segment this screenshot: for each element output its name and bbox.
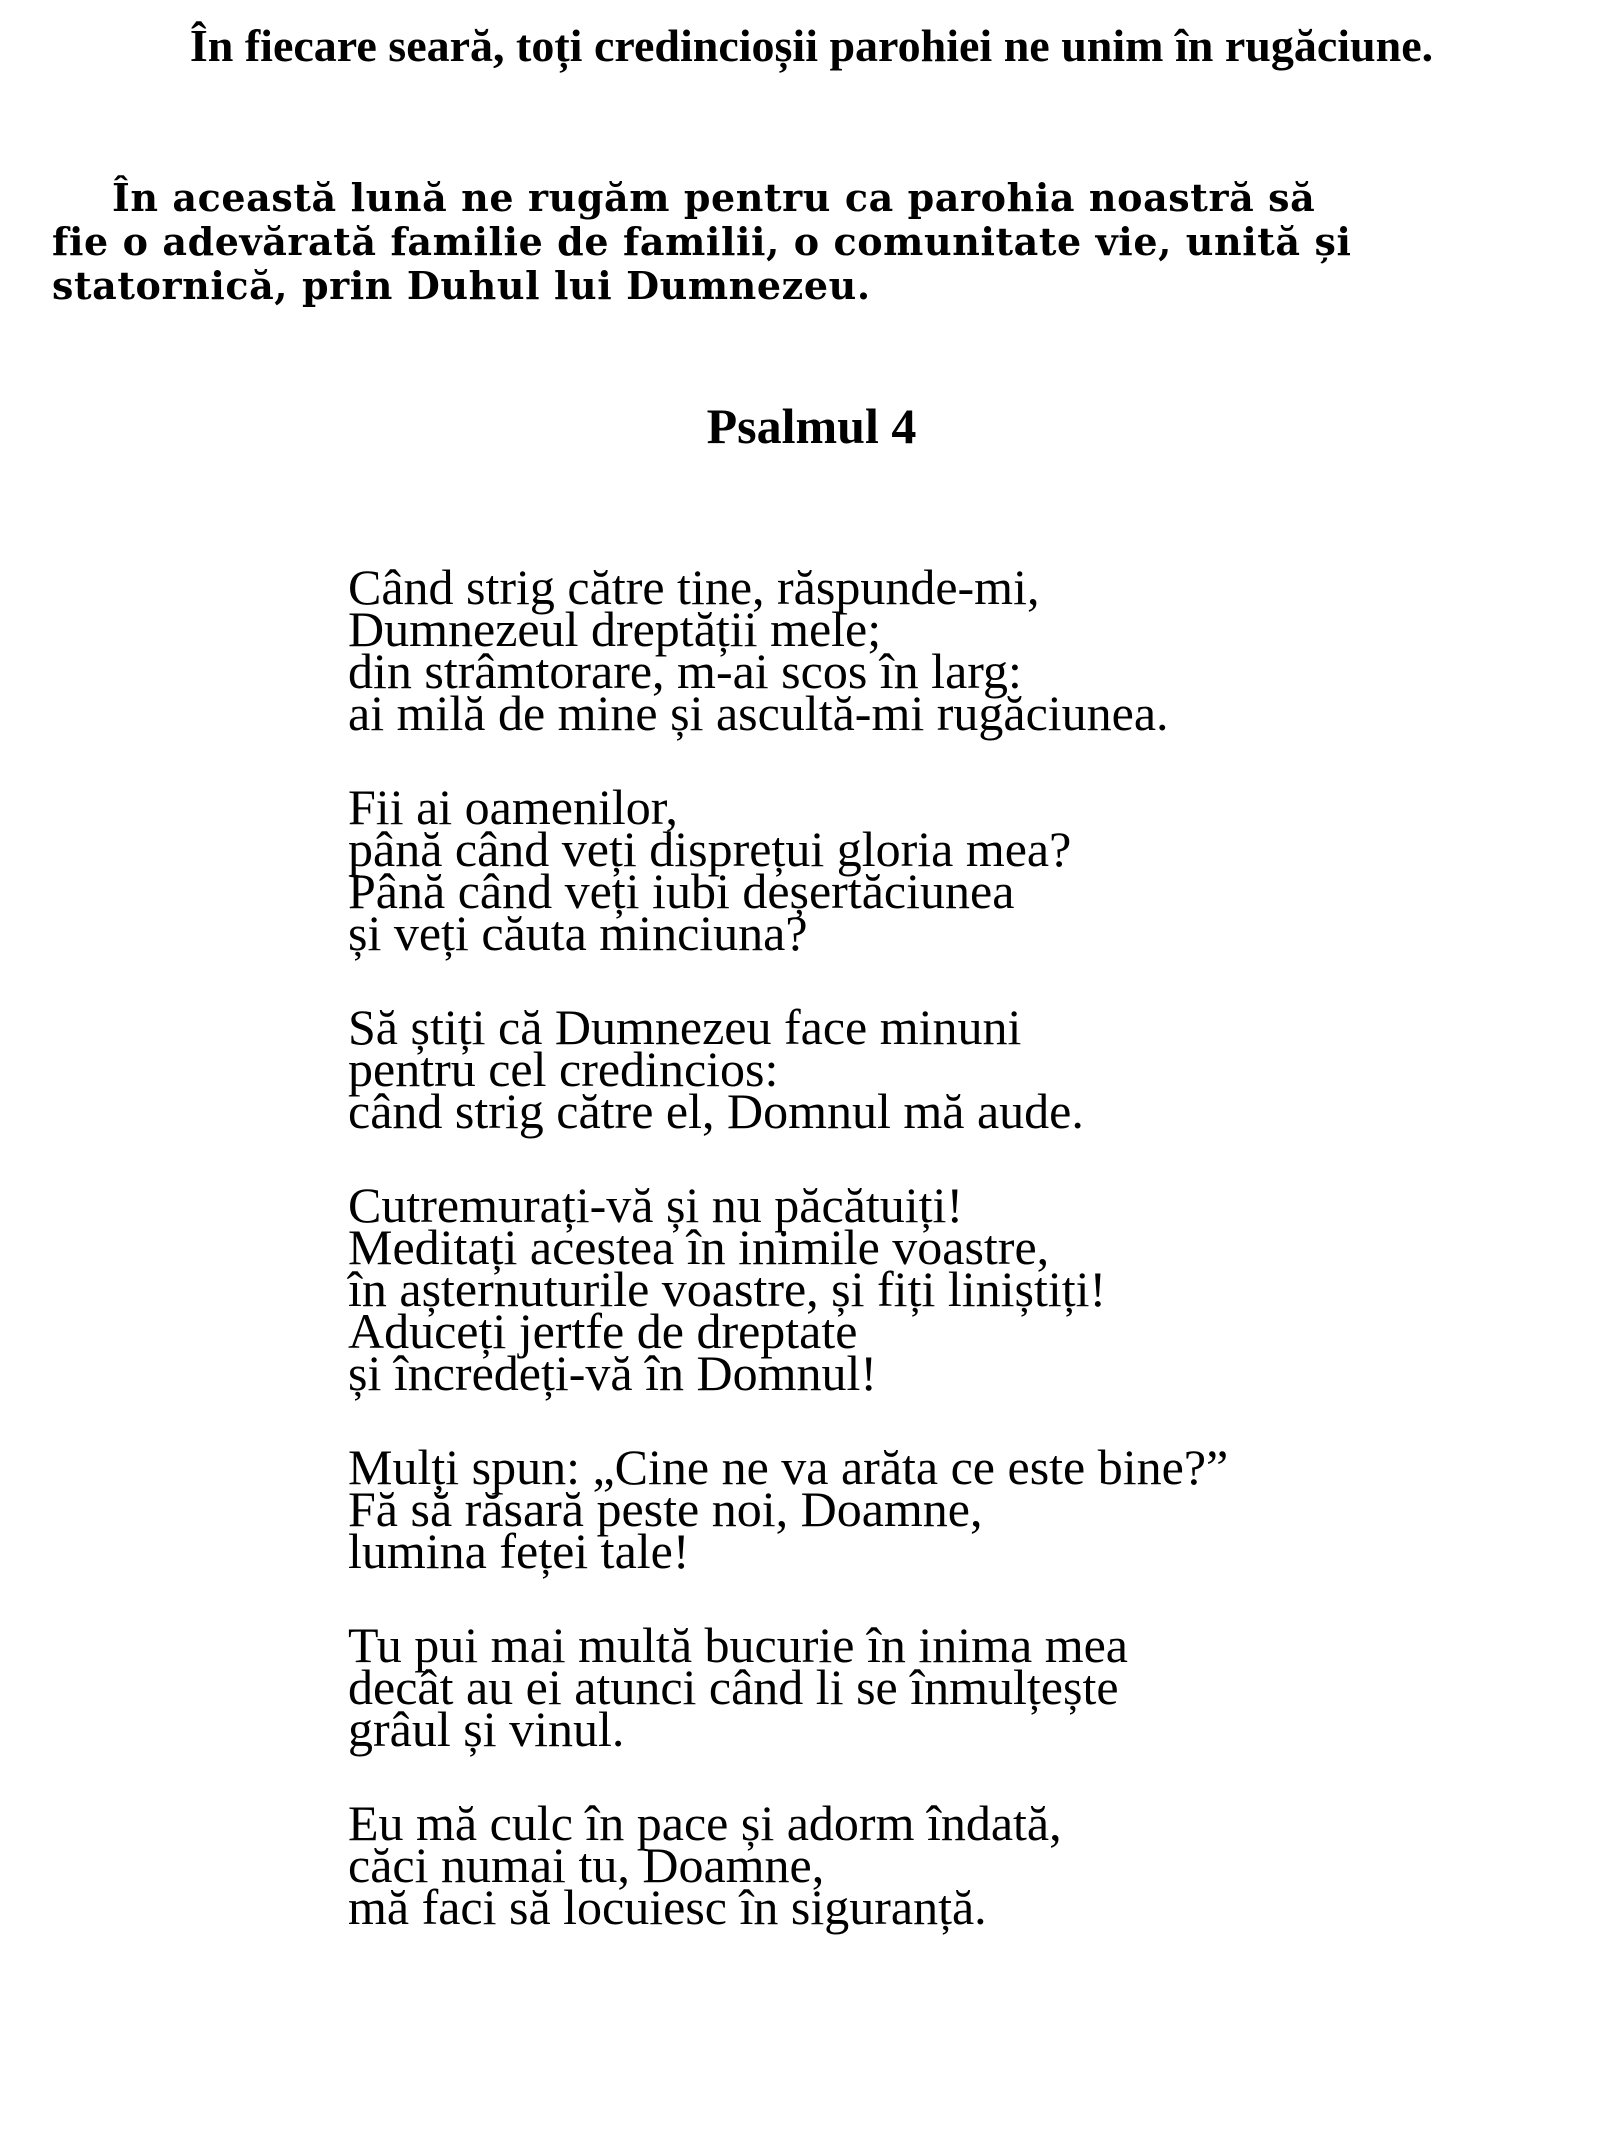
psalm-verse: Meditați acestea în inimile voastre,: [348, 1219, 1050, 1275]
psalm-verse: Cutremurați-vă și nu păcătuiți!: [348, 1177, 964, 1233]
psalm-stanza: [348, 1795, 1548, 1935]
psalm-verse: din strâmtorare, m-ai scos în larg:: [348, 643, 1022, 699]
psalm-verse: până când veți disprețui gloria mea?: [348, 821, 1072, 877]
page-header: În fiecare seară, toți credincioșii parohiei ne unim în rugăciune.: [189, 20, 1434, 71]
psalm-verse: Tu pui mai multă bucurie în inima mea: [348, 1617, 1128, 1673]
intention-line: statornică, prin Duhul lui Dumnezeu.: [52, 263, 871, 308]
psalm-verse: și veți căuta minciuna?: [348, 905, 808, 961]
psalm-stanza: [348, 1617, 1548, 1757]
psalm-stanza: [348, 1439, 1548, 1579]
psalm-verse: căci numai tu, Doamne,: [348, 1837, 825, 1893]
psalm-verse: lumina feței tale!: [348, 1523, 690, 1579]
psalm-verse: Mulți spun: „Cine ne va arăta ce este bine?”: [348, 1439, 1229, 1495]
psalm-verse: Eu mă culc în pace și adorm îndată,: [348, 1795, 1062, 1851]
psalm-verse: Până când veți iubi deșertăciunea: [348, 863, 1015, 919]
psalm-stanza: [348, 559, 1548, 741]
psalm-text: [348, 559, 1548, 1980]
psalm-stanza: [348, 1177, 1548, 1401]
psalm-verse: Fii ai oamenilor,: [348, 779, 678, 835]
psalm-verse: decât au ei atunci când li se înmulțește: [348, 1659, 1119, 1715]
monthly-prayer-intention: [52, 176, 1592, 308]
psalm-verse: Să știți că Dumnezeu face minuni: [348, 999, 1022, 1055]
psalm-verse: Dumnezeul dreptății mele;: [348, 601, 882, 657]
psalm-verse: pentru cel credincios:: [348, 1041, 779, 1097]
psalm-verse: ai milă de mine și ascultă-mi rugăciunea.: [348, 685, 1169, 741]
psalm-verse: grâul și vinul.: [348, 1701, 625, 1757]
psalm-verse: în așternuturile voastre, și fiți liniștiți!: [348, 1261, 1107, 1317]
intention-line: În această lună ne rugăm pentru ca parohia noastră să: [112, 175, 1316, 220]
psalm-verse: mă faci să locuiesc în siguranță.: [348, 1879, 987, 1935]
psalm-verse: și încredeți-vă în Domnul!: [348, 1345, 878, 1401]
psalm-verse: Fă să răsară peste noi, Doamne,: [348, 1481, 983, 1537]
psalm-verse: Când strig către tine, răspunde-mi,: [348, 559, 1040, 615]
intention-line: fie o adevărată familie de familii, o comunitate vie, unită și: [52, 219, 1352, 264]
psalm-stanza: [348, 999, 1548, 1139]
psalm-verse: când strig către el, Domnul mă aude.: [348, 1083, 1084, 1139]
psalm-verse: Aduceți jertfe de dreptate: [348, 1303, 858, 1359]
psalm-stanza: [348, 779, 1548, 961]
psalm-title: Psalmul 4: [706, 398, 917, 454]
